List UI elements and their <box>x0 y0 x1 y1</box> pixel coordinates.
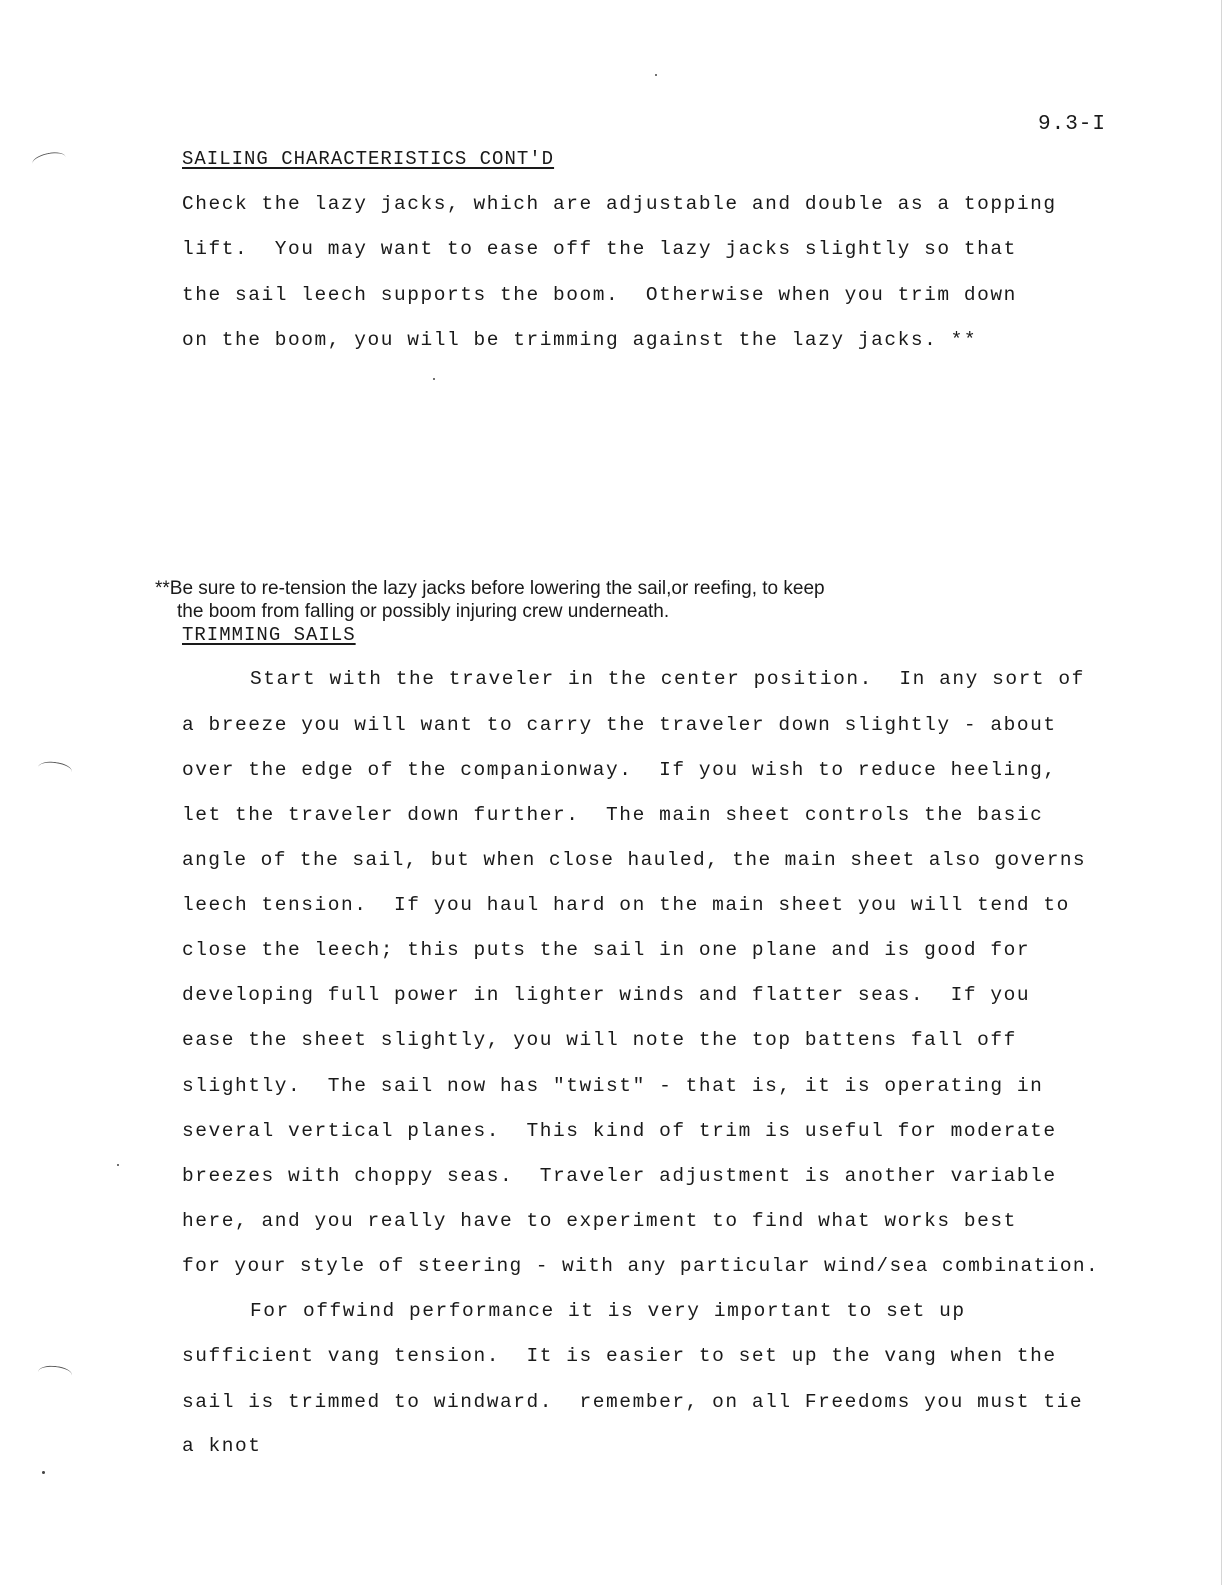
text-line: For offwind performance it is very important to set up <box>250 1300 966 1322</box>
section-heading-trimming-sails: TRIMMING SAILS <box>182 624 356 646</box>
punch-hole-mark-middle <box>37 760 73 780</box>
text-line: leech tension. If you haul hard on the main sheet you will tend to <box>182 894 1070 916</box>
text-line: let the traveler down further. The main sheet controls the basic <box>182 804 1044 826</box>
text-line: breezes with choppy seas. Traveler adjustment is another variable <box>182 1165 1057 1187</box>
text-line: sail is trimmed to windward. remember, on all Freedoms you must tie <box>182 1391 1084 1413</box>
text-line: slightly. The sail now has "twist" - that is, it is operating in <box>182 1075 1044 1097</box>
footnote-line: the boom from falling or possibly injuring crew underneath. <box>177 601 670 622</box>
page-number: 9.3-I <box>1038 113 1107 136</box>
text-line: close the leech; this puts the sail in one plane and is good for <box>182 939 1031 961</box>
scan-speck <box>655 74 657 76</box>
text-line: on the boom, you will be trimming against the lazy jacks. ** <box>182 329 978 351</box>
text-line: a knot <box>182 1435 262 1457</box>
punch-hole-mark-top <box>31 150 67 172</box>
text-line: developing full power in lighter winds and flatter seas. If you <box>182 984 1031 1006</box>
scan-speck <box>117 1164 119 1166</box>
text-line: here, and you really have to experiment to find what works best <box>182 1210 1017 1232</box>
text-line: a breeze you will want to carry the traveler down slightly - about <box>182 714 1057 736</box>
punch-hole-mark-bottom <box>37 1364 72 1382</box>
text-line: Start with the traveler in the center position. In any sort of <box>250 668 1085 690</box>
text-line: lift. You may want to ease off the lazy jacks slightly so that <box>182 238 1017 260</box>
scan-speck <box>42 1471 45 1474</box>
text-line: several vertical planes. This kind of trim is useful for moderate <box>182 1120 1057 1142</box>
text-line: for your style of steering - with any particular wind/sea combination. <box>182 1255 1100 1277</box>
text-line: sufficient vang tension. It is easier to set up the vang when the <box>182 1345 1057 1367</box>
text-line: the sail leech supports the boom. Otherwise when you trim down <box>182 284 1017 306</box>
section-heading-sailing-characteristics: SAILING CHARACTERISTICS CONT'D <box>182 148 555 170</box>
scan-speck <box>433 378 435 380</box>
text-line: Check the lazy jacks, which are adjustable and double as a topping <box>182 193 1057 215</box>
text-line: angle of the sail, but when close hauled, the main sheet also governs <box>182 849 1087 871</box>
text-line: over the edge of the companionway. If you wish to reduce heeling, <box>182 759 1057 781</box>
footnote-line: **Be sure to re-tension the lazy jacks before lowering the sail,or reefing, to keep <box>155 578 825 599</box>
text-line: ease the sheet slightly, you will note the top battens fall off <box>182 1029 1017 1051</box>
page-edge <box>1221 0 1222 1585</box>
